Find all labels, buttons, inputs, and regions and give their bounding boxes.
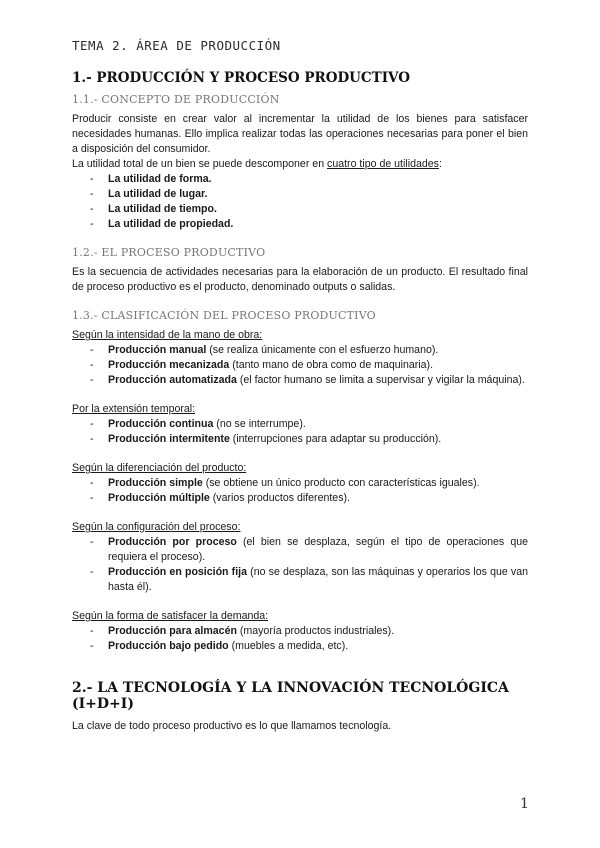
bullet-dash: - bbox=[90, 492, 94, 504]
item-term: Producción para almacén bbox=[108, 625, 237, 637]
item-desc: (no se interrumpe). bbox=[213, 418, 306, 430]
item-term: Producción mecanizada bbox=[108, 359, 230, 371]
list-item bbox=[72, 202, 528, 217]
item-desc: (se realiza únicamente con el esfuerzo humano). bbox=[206, 344, 439, 356]
bullet-dash: - bbox=[90, 374, 94, 386]
page-content bbox=[72, 70, 528, 734]
page-header: TEMA 2. ÁREA DE PRODUCCIÓN bbox=[72, 38, 281, 53]
item-desc: (mayoría productos industriales). bbox=[236, 625, 395, 637]
utility-forma: La utilidad de forma. bbox=[108, 173, 212, 185]
item-term: Producción simple bbox=[108, 477, 203, 489]
list-item bbox=[72, 491, 528, 506]
utilities-intro-text: La utilidad total de un bien se puede descomponer en bbox=[72, 158, 328, 170]
item-desc: (el factor humano se limita a supervisar y vigilar la máquina). bbox=[236, 374, 525, 386]
section-1-1-paragraph: Producir consiste en crear valor al incrementar la utilidad de los bienes para satisfacer necesidades humanas. Ello implica realizar todas las operaciones necesarias para poner el bien a disposición del consumidor. bbox=[72, 113, 528, 155]
section-2-title: 2.- LA TECNOLOGÍA Y LA INNOVACIÓN TECNOLÓGICA (I+D+I) bbox=[72, 680, 509, 712]
bullet-dash: - bbox=[90, 218, 94, 230]
bullet-dash: - bbox=[90, 203, 94, 215]
list-item bbox=[72, 476, 528, 491]
classification-list-diferenciacion bbox=[72, 476, 528, 506]
section-1-2-paragraph: Es la secuencia de actividades necesarias para la elaboración de un producto. El resultado final de proceso productivo es el producto, denominado outputs o salidas. bbox=[72, 266, 528, 293]
list-item bbox=[72, 358, 528, 373]
bullet-dash: - bbox=[90, 418, 94, 430]
utility-propiedad: La utilidad de propiedad. bbox=[108, 218, 234, 230]
list-item bbox=[72, 639, 528, 654]
section-1-1-utilities-intro bbox=[72, 157, 528, 172]
page-number: 1 bbox=[520, 796, 529, 812]
list-item bbox=[72, 172, 528, 187]
classification-list-temporal bbox=[72, 417, 528, 447]
bullet-dash: - bbox=[90, 188, 94, 200]
classification-heading-temporal: Por la extensión temporal: bbox=[72, 403, 196, 415]
list-item bbox=[72, 217, 528, 232]
item-term: Producción múltiple bbox=[108, 492, 210, 504]
item-desc: (muebles a medida, etc). bbox=[228, 640, 349, 652]
item-term: Producción en posición fija bbox=[108, 566, 247, 578]
classification-list-configuracion bbox=[72, 535, 528, 595]
item-desc: (varios productos diferentes). bbox=[209, 492, 350, 504]
item-desc: (interrupciones para adaptar su producción). bbox=[229, 433, 442, 445]
list-item bbox=[72, 343, 528, 358]
item-desc: (se obtiene un único producto con características iguales). bbox=[202, 477, 480, 489]
bullet-dash: - bbox=[90, 625, 94, 637]
section-1-title: 1.- PRODUCCIÓN Y PROCESO PRODUCTIVO bbox=[72, 70, 411, 86]
utilities-intro-underlined: cuatro tipo de utilidades bbox=[327, 158, 439, 170]
section-1-1-title: 1.1.- CONCEPTO DE PRODUCCIÓN bbox=[72, 93, 280, 106]
item-term: Producción continua bbox=[108, 418, 214, 430]
classification-heading-intensidad: Según la intensidad de la mano de obra: bbox=[72, 329, 263, 341]
section-1-2-title: 1.2.- EL PROCESO PRODUCTIVO bbox=[72, 246, 266, 259]
list-item bbox=[72, 417, 528, 432]
list-item bbox=[72, 432, 528, 447]
item-term: Producción bajo pedido bbox=[108, 640, 229, 652]
section-1-3-title: 1.3.- CLASIFICACIÓN DEL PROCESO PRODUCTIVO bbox=[72, 309, 376, 322]
item-term: Producción intermitente bbox=[108, 433, 230, 445]
list-item bbox=[72, 565, 528, 595]
item-term: Producción manual bbox=[108, 344, 207, 356]
utilities-list bbox=[72, 172, 528, 232]
bullet-dash: - bbox=[90, 640, 94, 652]
section-2-paragraph: La clave de todo proceso productivo es lo que llamamos tecnología. bbox=[72, 720, 392, 732]
classification-heading-configuracion: Según la configuración del proceso: bbox=[72, 521, 241, 533]
item-desc: (el bien se desplaza, según el tipo de operaciones que requiera el proceso). bbox=[108, 536, 529, 563]
bullet-dash: - bbox=[90, 344, 94, 356]
list-item bbox=[72, 373, 528, 388]
bullet-dash: - bbox=[90, 173, 94, 185]
bullet-dash: - bbox=[90, 359, 94, 371]
utility-lugar: La utilidad de lugar. bbox=[108, 188, 208, 200]
bullet-dash: - bbox=[90, 566, 94, 578]
bullet-dash: - bbox=[90, 477, 94, 489]
item-term: Producción automatizada bbox=[108, 374, 237, 386]
item-desc: (tanto mano de obra como de maquinaria). bbox=[229, 359, 434, 371]
classification-heading-diferenciacion: Según la diferenciación del producto: bbox=[72, 462, 247, 474]
item-term: Producción por proceso bbox=[108, 536, 237, 548]
bullet-dash: - bbox=[90, 536, 94, 548]
classification-list-intensidad bbox=[72, 343, 528, 388]
classification-heading-demanda: Según la forma de satisfacer la demanda: bbox=[72, 610, 269, 622]
utility-tiempo: La utilidad de tiempo. bbox=[108, 203, 217, 215]
item-desc: (no se desplaza, son las máquinas y operarios los que van hasta él). bbox=[108, 566, 528, 593]
classification-list-demanda bbox=[72, 624, 528, 654]
bullet-dash: - bbox=[90, 433, 94, 445]
utilities-intro-colon: : bbox=[438, 158, 442, 170]
list-item bbox=[72, 187, 528, 202]
list-item bbox=[72, 535, 528, 565]
list-item bbox=[72, 624, 528, 639]
